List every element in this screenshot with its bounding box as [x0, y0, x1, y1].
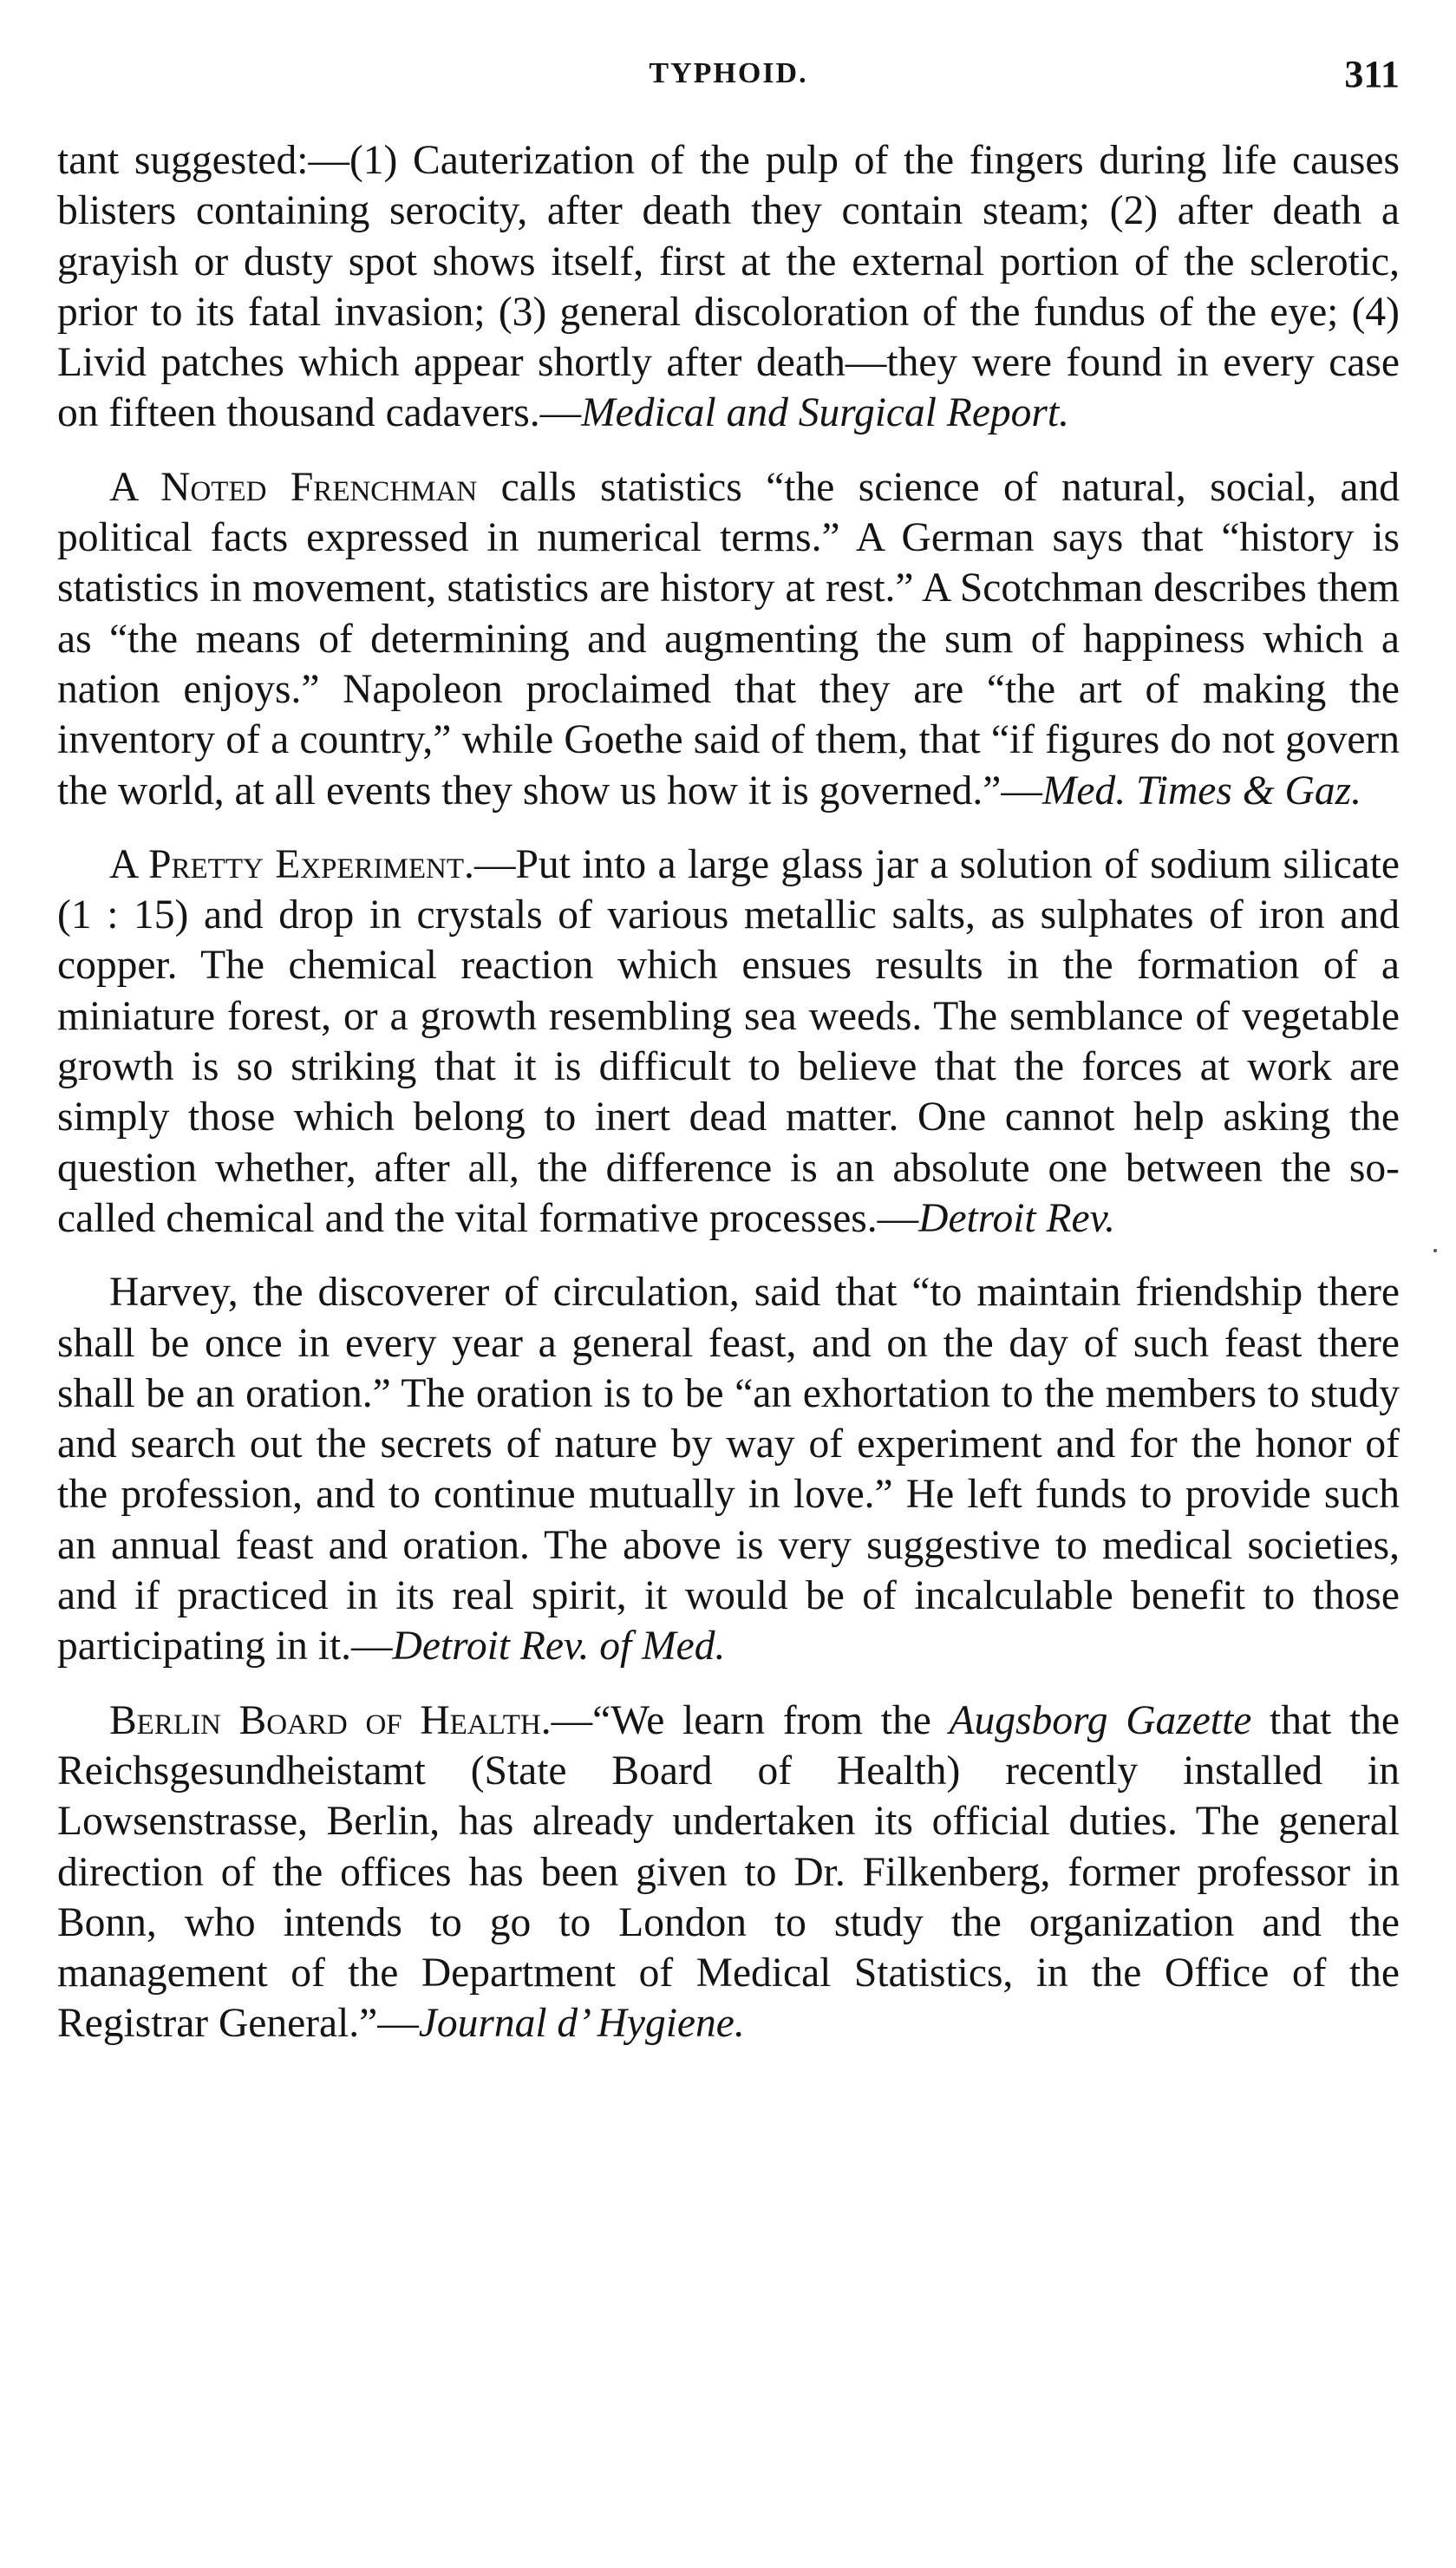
paragraph-heading: A Noted Frenchman [109, 464, 478, 510]
paragraph-typhoid-continuation [57, 135, 1400, 439]
paragraph-body: Harvey, the discoverer of circulation, said that “to maintain friendship there shall be once in every year a general feast, and on the day of such feast there shall be an oration.” The oration is to be “an exhortation to the members to study and search out the secrets of nature by way of experiment and for the honor of the profession, and to continue mutually in love.” He left funds to provide such an annual feast and oration. The above is very suggestive to medical societies, and if practiced in its real spirit, it would be of incalculable benefit to those participating in it.— [57, 1270, 1400, 1670]
paragraph-body: —Put into a large glass jar a solution of sodium silicate (1 : 15) and drop in crystals of various metallic salts, as sulphates of iron and copper. The chemical reaction which ensues results in the formation of a miniature forest, or a growth resembling sea weeds. The semblance of vegetable growth is so striking that it is difficult to believe that the forces at work are simply those which belong to inert dead matter. One cannot help asking the question whether, after all, the difference is an absolute one between the so-called chemical and the vital formative processes.— [57, 841, 1401, 1241]
page-edge-speck [1433, 1249, 1437, 1252]
paragraph-heading: Berlin Board of Health. [109, 1697, 552, 1743]
paragraph-noted-frenchman [57, 462, 1400, 816]
paragraph-body: tant suggested:—(1) Cauterization of the pulp of the fingers during life causes blisters containing serocity, after death they contain steam; (2) after death a grayish or dusty spot shows itself, first at the external portion of the sclerotic, prior to its fatal invasion; (3) general discoloration of the fundus of the eye; (4) Livid patches which appear shortly after death—they were found in every case on fifteen thousand cadavers.— [57, 138, 1400, 436]
source-citation: Med. Times & Gaz. [1041, 768, 1361, 814]
book-page [57, 50, 1400, 2049]
paragraph-body-continued: that the Reichsgesundheistamt (State Board of Health) recently installed in Lowsenstrasse, Berlin, has already undertaken its official duties. The general direction of the offices has been given to Dr. Filkenberg, former professor in Bonn, who intends to go to London to study the organization and the management of the Department of Medical Statistics, in the Office of the Registrar General.”— [57, 1697, 1400, 2047]
paragraph-pretty-experiment [57, 840, 1400, 1244]
source-citation: Detroit Rev. [918, 1195, 1115, 1241]
source-citation: Detroit Rev. of Med. [392, 1624, 726, 1670]
page-header [57, 50, 1400, 111]
paragraph-harvey [57, 1267, 1400, 1671]
paragraph-heading: A Pretty Experiment. [109, 841, 474, 887]
running-head: TYPHOID. [649, 57, 808, 89]
italic-title: Augsborg Gazette [949, 1697, 1252, 1743]
page-number: 311 [1344, 53, 1400, 95]
paragraph-berlin-board [57, 1696, 1400, 2049]
paragraph-body: calls statistics “the science of natural, social, and political facts expressed in numerical terms.” A German says that “history is statistics in movement, statistics are history at rest.” A Scotchman describes them as “the means of determining and augmenting the sum of happiness which a nation enjoys.” Napoleon proclaimed that they are “the art of making the inventory of a country,” while Goethe said of them, that “if figures do not govern the world, at all events they show us how it is governed.”— [57, 464, 1400, 814]
source-citation: Journal d’ Hygiene. [418, 2001, 745, 2047]
paragraph-body: —“We learn from the [551, 1697, 950, 1743]
source-citation: Medical and Surgical Report. [581, 390, 1069, 436]
